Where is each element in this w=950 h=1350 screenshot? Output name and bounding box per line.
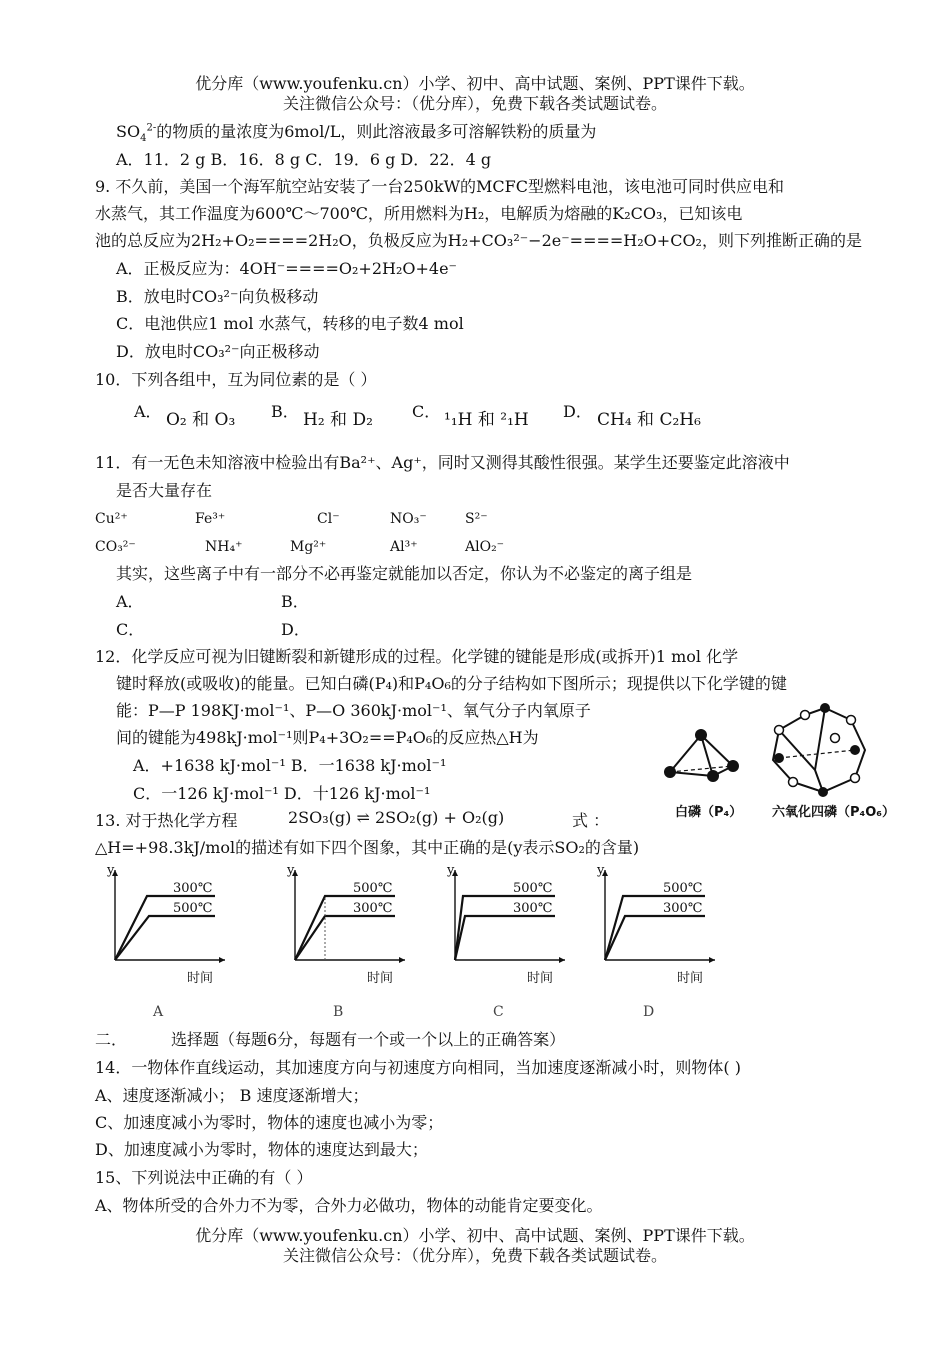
q12-options-cd: C．一126 kJ·mol⁻¹ D．十126 kJ·mol⁻¹	[133, 784, 431, 803]
chart-D-series-300℃	[605, 916, 705, 960]
chart-D-x-label: 时间	[677, 971, 704, 986]
chart-D-legend-300℃: 300℃	[663, 901, 703, 916]
header-line-2: 关注微信公众号：（优分库），免费下载各类试题试卷。	[282, 94, 667, 113]
q10-option-b-formula: H₂ 和 D₂	[303, 410, 373, 430]
q9-line-2: 水蒸气，其工作温度为600℃～700℃，所用燃料为H₂，电解质为熔融的K₂CO₃，已知该电	[95, 204, 743, 223]
section-2-number: 二．	[95, 1030, 128, 1049]
p4-caption: 白磷（P₄）	[675, 805, 743, 820]
chart-D-x-arrow	[709, 957, 715, 963]
chart-A-series-500℃	[115, 916, 215, 960]
q8-options: A．11．2 g B．16．8 g C．19．6 g D．22．4 g	[116, 150, 492, 169]
q14-options-ab: A、速度逐渐减小； B 速度逐渐增大；	[95, 1086, 369, 1105]
ion-cl: Cl⁻	[317, 511, 340, 527]
q11-option-c: C．	[116, 620, 145, 639]
q13-charts	[95, 860, 835, 1020]
ion-alo2: AlO₂⁻	[465, 539, 505, 555]
q10-option-a-label: A．	[134, 402, 162, 421]
header-line-1: 优分库（www.youfenku.cn）小学、初中、高中试题、案例、PPT课件下载。	[195, 74, 755, 93]
chart-B-legend-300℃: 300℃	[353, 901, 393, 916]
q13-prefix: 13. 对于热化学方程	[95, 811, 238, 830]
section-2-title: 选择题（每题6分，每题有一个或一个以上的正确答案）	[171, 1030, 566, 1049]
q12-options-ab: A．+1638 kJ·mol⁻¹ B．一1638 kJ·mol⁻¹	[133, 756, 447, 775]
chart-C-legend-500℃: 500℃	[513, 881, 553, 896]
q10-stem: 10．下列各组中，互为同位素的是（ ）	[95, 370, 377, 389]
q9-option-d: D．放电时CO₃²⁻向正极移动	[116, 342, 320, 361]
q10-option-c-label: C．	[412, 402, 441, 421]
q10-option-d-formula: CH₄ 和 C₂H₆	[597, 410, 701, 430]
q13-line-2: △H=+98.3kJ/mol的描述有如下四个图象，其中正确的是(y表示SO₂的含量)	[95, 838, 640, 857]
ion-cu: Cu²⁺	[95, 511, 128, 527]
white-phosphorus-p4	[664, 729, 739, 782]
q11-option-b: B．	[281, 592, 309, 611]
footer-line-2: 关注微信公众号：（优分库），免费下载各类试题试卷。	[282, 1246, 667, 1265]
q10-option-c-formula: ¹₁H 和 ²₁H	[444, 410, 529, 430]
chart-C-x-label: 时间	[527, 971, 554, 986]
ion-no3: NO₃⁻	[390, 511, 427, 527]
chart-C-legend-300℃: 300℃	[513, 901, 553, 916]
chart-B-legend-500℃: 500℃	[353, 881, 393, 896]
chart-C-caption: C	[493, 1004, 504, 1020]
q8-stem: $SO_4^{2-}$的物质的量浓度为6mol/L，则此溶液最多可溶解铁粉的质量为	[116, 122, 597, 145]
q9-line-3: 池的总反应为2H₂+O₂====2H₂O，负极反应为H₂+CO₃²⁻−2e⁻====H₂O+CO₂，则下列推断正确的是	[95, 231, 862, 250]
p4o6-caption: 六氧化四磷（P₄O₆）	[772, 805, 895, 820]
q14-stem: 14．一物体作直线运动，其加速度方向与初速度方向相同，当加速度逐渐减小时，则物体( )	[95, 1058, 741, 1077]
chart-B-caption: B	[333, 1004, 344, 1020]
q9-option-c: C．电池供应1 mol 水蒸气，转移的电子数4 mol	[116, 314, 464, 333]
q9-option-a: A．正极反应为：4OH⁻====O₂+2H₂O+4e⁻	[116, 259, 457, 278]
chart-B-x-label: 时间	[367, 971, 394, 986]
chart-A-x-arrow	[219, 957, 225, 963]
chart-D-legend-500℃: 500℃	[663, 881, 703, 896]
chart-C-x-arrow	[559, 957, 565, 963]
q11-option-d: D．	[281, 620, 310, 639]
chart-B-y-label: y	[287, 863, 295, 878]
chart-B-series-300℃	[295, 916, 395, 960]
ion-al: Al³⁺	[390, 539, 418, 555]
ion-mg: Mg²⁺	[290, 539, 327, 555]
q11-option-a: A．	[116, 592, 144, 611]
q14-option-c: C、加速度减小为零时，物体的速度也减小为零；	[95, 1113, 444, 1132]
chart-D-caption: D	[643, 1004, 655, 1020]
chart-A-legend-500℃: 500℃	[173, 901, 213, 916]
q12-line-2: 键时释放(或吸收)的能量。已知白磷(P₄)和P₄O₆的分子结构如下图所示；现提供以下化学键的键	[116, 674, 787, 693]
ion-nh4: NH₄⁺	[205, 539, 243, 555]
q15-option-a: A、物体所受的合外力不为零，合外力必做功，物体的动能肯定要变化。	[95, 1196, 603, 1215]
footer-line-1: 优分库（www.youfenku.cn）小学、初中、高中试题、案例、PPT课件下载。	[195, 1226, 755, 1245]
q15-stem: 15、下列说法中正确的有（ ）	[95, 1168, 313, 1187]
chart-A-legend-300℃: 300℃	[173, 881, 213, 896]
q10-option-b-label: B．	[271, 402, 299, 421]
q9-option-b: B．放电时CO₃²⁻向负极移动	[116, 287, 319, 306]
ion-co3: CO₃²⁻	[95, 539, 136, 555]
chart-C-y-label: y	[447, 863, 455, 878]
q13-equation: 2SO₃(g) ⇌ 2SO₂(g) + O₂(g)	[288, 808, 505, 827]
q9-line-1: 9. 不久前，美国一个海军航空站安装了一台250kW的MCFC型燃料电池，该电池可同时供应电和	[95, 177, 785, 196]
chart-C-series-300℃	[455, 916, 555, 960]
ion-s: S²⁻	[465, 511, 488, 527]
q12-line-4: 间的键能为498kJ·mol⁻¹则P₄+3O₂==P₄O₆的反应热△H为	[116, 728, 539, 747]
chart-D-y-label: y	[597, 863, 605, 878]
q13-suffix: 式 ：	[572, 811, 610, 830]
ion-fe: Fe³⁺	[195, 511, 226, 527]
chart-B-x-arrow	[399, 957, 405, 963]
q10-option-d-label: D．	[563, 402, 592, 421]
q11-line-1: 11．有一无色未知溶液中检验出有Ba²⁺、Ag⁺，同时又测得其酸性很强。某学生还要鉴定此溶液中	[95, 453, 790, 472]
chart-A-caption: A	[153, 1004, 164, 1020]
q14-option-d: D、加速度减小为零时，物体的速度达到最大；	[95, 1140, 428, 1159]
p4o6-molecule	[773, 703, 865, 797]
chart-A-y-label: y	[107, 863, 115, 878]
chart-A-x-label: 时间	[187, 971, 214, 986]
q11-line-3: 其实，这些离子中有一部分不必再鉴定就能加以否定，你认为不必鉴定的离子组是	[116, 564, 693, 583]
q12-line-3: 能：P—P 198KJ·mol⁻¹、P—O 360kJ·mol⁻¹、氧气分子内氧原子	[116, 701, 591, 720]
q12-line-1: 12．化学反应可视为旧键断裂和新键形成的过程。化学键的键能是形成(或拆开)1 mol 化学	[95, 647, 739, 666]
q11-line-2: 是否大量存在	[116, 481, 213, 500]
molecule-structures	[655, 700, 905, 825]
q10-option-a-formula: O₂ 和 O₃	[166, 410, 236, 430]
